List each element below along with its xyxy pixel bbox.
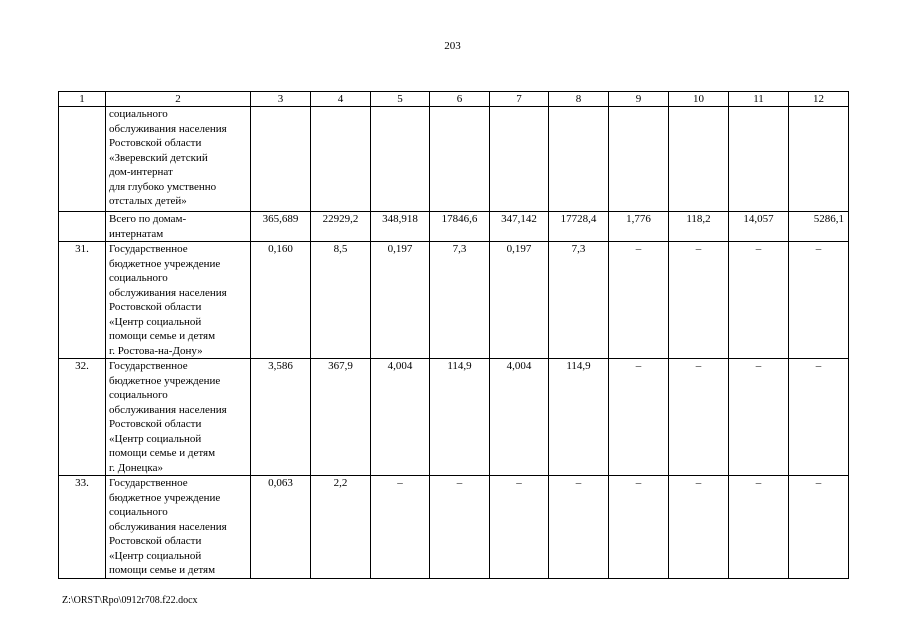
row-number-cell: 33. — [59, 476, 106, 579]
header-cell: 2 — [106, 92, 251, 107]
header-cell: 12 — [789, 92, 849, 107]
value-cell — [609, 107, 669, 212]
value-cell: – — [490, 476, 549, 579]
value-cell: 8,5 — [311, 242, 371, 359]
value-cell: 367,9 — [311, 359, 371, 476]
value-cell: 348,918 — [371, 212, 430, 242]
value-cell: 0,063 — [251, 476, 311, 579]
value-cell: – — [789, 242, 849, 359]
value-cell: – — [729, 476, 789, 579]
header-cell: 1 — [59, 92, 106, 107]
header-cell: 11 — [729, 92, 789, 107]
institution-name-cell: Государственное бюджетное учреждение социального обслуживания населения Ростовской области «Центр социальной помощи семье и детям г. Ростова-на-Дону» — [106, 242, 251, 359]
value-cell — [311, 107, 371, 212]
value-cell: 1,776 — [609, 212, 669, 242]
value-cell: 3,586 — [251, 359, 311, 476]
row-number-cell: 32. — [59, 359, 106, 476]
value-cell: 114,9 — [430, 359, 490, 476]
institution-name-cell: социального обслуживания населения Ростовской области «Зверевский детский дом-интернат для глубоко умственно отсталых детей» — [106, 107, 251, 212]
header-cell: 4 — [311, 92, 371, 107]
value-cell: 0,160 — [251, 242, 311, 359]
value-cell — [490, 107, 549, 212]
value-cell: 17728,4 — [549, 212, 609, 242]
value-cell: 347,142 — [490, 212, 549, 242]
value-cell: 7,3 — [430, 242, 490, 359]
table-row — [59, 359, 849, 476]
value-cell: – — [789, 476, 849, 579]
value-cell: – — [789, 359, 849, 476]
header-row — [59, 92, 849, 107]
value-cell: 14,057 — [729, 212, 789, 242]
header-cell: 8 — [549, 92, 609, 107]
value-cell — [669, 107, 729, 212]
value-cell — [371, 107, 430, 212]
header-cell: 6 — [430, 92, 490, 107]
table-row — [59, 476, 849, 579]
value-cell: 365,689 — [251, 212, 311, 242]
value-cell: 7,3 — [549, 242, 609, 359]
value-cell: – — [669, 242, 729, 359]
header-cell: 7 — [490, 92, 549, 107]
value-cell: – — [729, 242, 789, 359]
value-cell — [430, 107, 490, 212]
institution-name-cell: Государственное бюджетное учреждение социального обслуживания населения Ростовской области «Центр социальной помощи семье и детям — [106, 476, 251, 579]
row-number-cell — [59, 212, 106, 242]
value-cell: 118,2 — [669, 212, 729, 242]
value-cell: – — [549, 476, 609, 579]
footer-file-path: Z:\ORST\Rpo\0912r708.f22.docx — [62, 595, 198, 606]
row-number-cell: 31. — [59, 242, 106, 359]
value-cell: – — [669, 476, 729, 579]
value-cell — [549, 107, 609, 212]
institution-name-cell: Всего по домам- интернатам — [106, 212, 251, 242]
header-cell: 10 — [669, 92, 729, 107]
value-cell: 22929,2 — [311, 212, 371, 242]
value-cell: – — [609, 476, 669, 579]
value-cell: – — [371, 476, 430, 579]
header-cell: 3 — [251, 92, 311, 107]
value-cell: – — [609, 242, 669, 359]
table-row — [59, 242, 849, 359]
header-cell: 5 — [371, 92, 430, 107]
page-number: 203 — [444, 40, 461, 52]
institution-name-cell: Государственное бюджетное учреждение социального обслуживания населения Ростовской области «Центр социальной помощи семье и детям г. Донецка» — [106, 359, 251, 476]
value-cell: – — [729, 359, 789, 476]
value-cell: 2,2 — [311, 476, 371, 579]
data-table — [58, 91, 849, 579]
value-cell: – — [430, 476, 490, 579]
value-cell: 4,004 — [490, 359, 549, 476]
value-cell — [251, 107, 311, 212]
value-cell: 114,9 — [549, 359, 609, 476]
value-cell: 17846,6 — [430, 212, 490, 242]
value-cell: – — [609, 359, 669, 476]
table-row — [59, 107, 849, 212]
value-cell: – — [669, 359, 729, 476]
value-cell: 4,004 — [371, 359, 430, 476]
value-cell — [789, 107, 849, 212]
value-cell: 5286,1 — [789, 212, 849, 242]
row-number-cell — [59, 107, 106, 212]
value-cell: 0,197 — [490, 242, 549, 359]
value-cell — [729, 107, 789, 212]
table-row — [59, 212, 849, 242]
header-cell: 9 — [609, 92, 669, 107]
value-cell: 0,197 — [371, 242, 430, 359]
